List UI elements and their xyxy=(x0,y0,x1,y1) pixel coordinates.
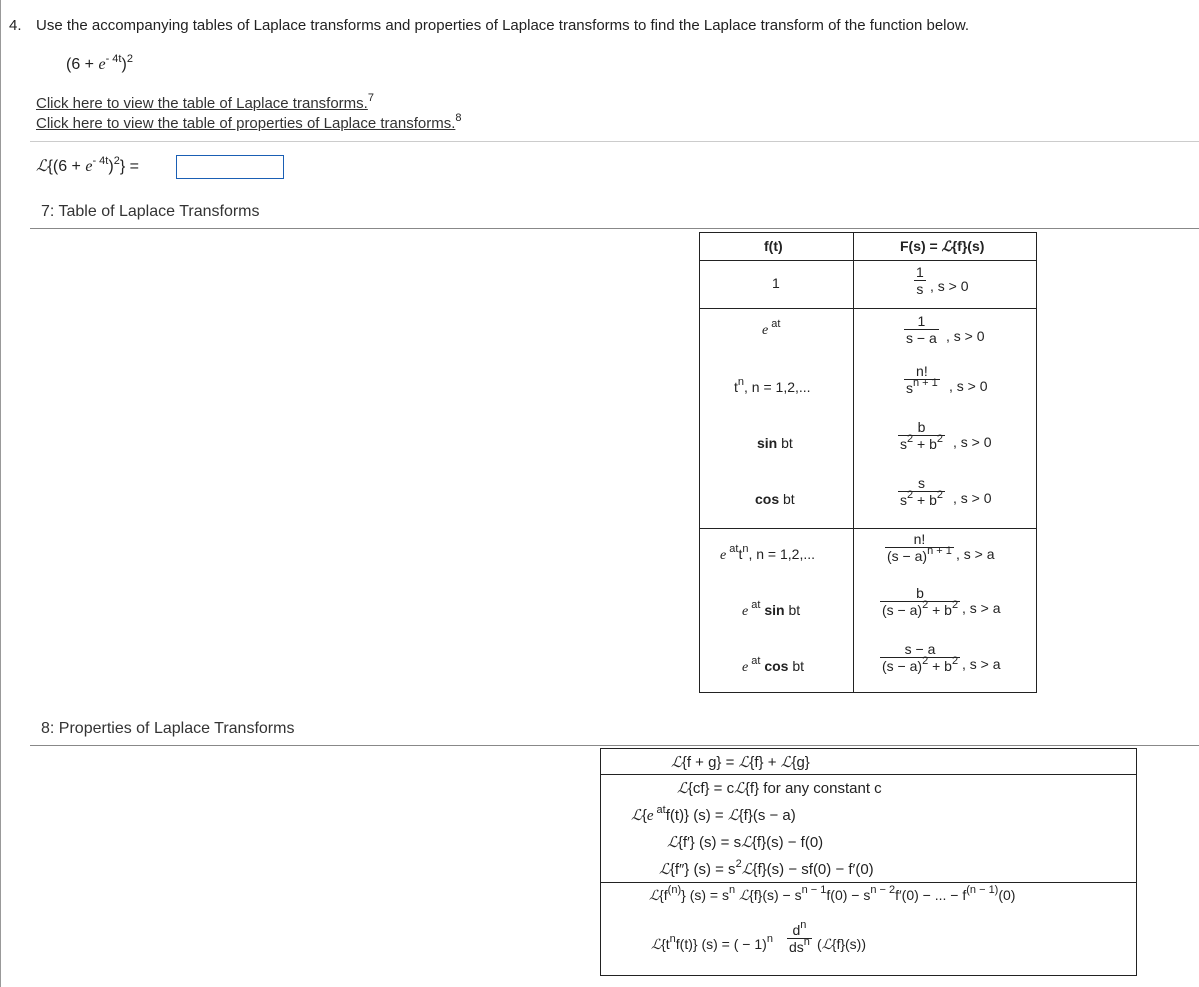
F-eat: $\frac{1}{s - a}$ xyxy=(906,313,937,346)
table7-rule xyxy=(30,228,1199,229)
answer-expression: ℒ{(6 + $e^{- 4t})^2$} = xyxy=(36,155,139,175)
F-eatcosbt: $\frac{s - a}{(s - a)^2 + b^2}$ xyxy=(882,641,959,674)
f-eattn: e $^{at}t^n$, n = 1,2,... xyxy=(720,543,816,563)
properties-table-link[interactable]: Click here to view the table of properties of Laplace transforms.$^8$ xyxy=(36,112,462,132)
question-number: 4. xyxy=(9,17,22,34)
prop-derivative-fraction: $d^n$ $ds^n$ xyxy=(789,919,810,955)
function-expression: $(6 + e^{- 4t})^2$ xyxy=(66,53,133,73)
prop-second-derivative: ℒ{f″} $(s) = s^2ℒ\{f\}(s) - sf(0) - f'(0)$ xyxy=(659,858,874,878)
laplace-table-link[interactable]: Click here to view the table of Laplace transforms.$^7$ xyxy=(36,92,374,112)
table8-rule xyxy=(30,745,1199,746)
F-eatsinbt: $\frac{b}{(s - a)^2 + b^2}$ xyxy=(882,585,959,618)
F-cosbt: $\frac{s}{s^2 + b^2}$ xyxy=(900,475,943,508)
F-eattn: $\frac{n!}{(s - a)^{n + 1}}$ xyxy=(887,531,952,564)
F-tn: $\frac{n!}{s^{n + 1}}$ xyxy=(906,363,938,396)
properties-table: ℒ{f + g} = ℒ{f} + ℒ{g} ℒ{cf} = cℒ{f} for any constant c ℒ{e $^{at}$f(t)} (s) = ℒ{f}(s − a) ℒ{f′} (s) = sℒ{f}(s) − f(0) ℒ{f″} $(s) = s^2ℒ\{f\}(s) - sf(0) - f'(0)$ $ℒ\{f^{(n)}\} (s) = s^n$ ℒ{f}(s) − $s^{n - 1}f(0) - s^{n - 2}f'(0)$ − ... − $f^{(n - 1)}(0)$ $ℒ\{t^nf(t)\} (s)$ = ( − 1)$^n$ $d^n$ $ds^n$ (ℒ{f}(s)) xyxy=(600,748,1137,976)
prop-linearity: ℒ{f + g} = ℒ{f} + ℒ{g} xyxy=(671,753,810,771)
f-1: 1 xyxy=(772,275,780,291)
prop-shift: ℒ{e $^{at}$f(t)} (s) = ℒ{f}(s − a) xyxy=(631,804,796,824)
table8-title: 8: Properties of Laplace Transforms xyxy=(41,720,295,737)
divider xyxy=(30,141,1199,142)
f-cosbt: cos bt xyxy=(755,491,795,507)
prop-scalar: ℒ{cf} = cℒ{f} for any constant c xyxy=(677,779,882,797)
f-eat: e $^{at}$ xyxy=(762,318,781,338)
prop-first-derivative: ℒ{f′} (s) = sℒ{f}(s) − f(0) xyxy=(667,833,824,851)
F-sinbt: $\frac{b}{s^2 + b^2}$ xyxy=(900,419,943,452)
laplace-table: f(t) F(s) = ℒ{f}(s) 1 $\frac{1}{s}$ , s > 0 e $^{at}$ $\frac{1}{s - a}$ , s > 0 $t^n$, n = 1,2,... $\frac{n!}{s^{n + 1}}$ , s > 0 sin bt $\frac{b}{s^2 + b^2}$ , s > 0 cos bt $\frac{s}{s^2 + b^2}$ , s > 0 e $^{at}t^n$, n = 1,2,... $\frac{n!}{(s - a)^{n + 1}}$ , s > a e $^{at}$ sin bt $\frac{b}{(s - a)^2 + b^2}$ , s > a e $^{at}$ cos bt $\frac{s - a}{(s - a)^2 + b^2}$ , s > a xyxy=(699,232,1037,693)
f-eatcosbt: e $^{at}$ cos bt xyxy=(742,655,805,675)
question-text: Use the accompanying tables of Laplace transforms and properties of Laplace transforms to find the Laplace transform of the function below. xyxy=(36,17,970,34)
left-border xyxy=(0,0,1,987)
answer-input[interactable] xyxy=(176,155,284,179)
table7-title: 7: Table of Laplace Transforms xyxy=(41,203,260,220)
f-tn: $t^n$, n = 1,2,... xyxy=(734,376,811,395)
F-1: $\frac{1}{s}$ xyxy=(916,264,924,297)
prop-multiply-tn: $ℒ\{t^nf(t)\} (s)$ = ( − 1)$^n$ xyxy=(651,933,773,953)
prop-nth-derivative: $ℒ\{f^{(n)}\} (s) = s^n$ ℒ{f}(s) − $s^{n - 1}f(0) - s^{n - 2}f'(0)$ − ... − $f^{(n - 1)}(0)$ xyxy=(649,884,1016,904)
header-F: F(s) = ℒ{f}(s) xyxy=(900,238,985,255)
f-sinbt: sin bt xyxy=(757,435,793,451)
header-f: f(t) xyxy=(764,238,783,254)
f-eatsinbt: e $^{at}$ sin bt xyxy=(742,599,801,619)
